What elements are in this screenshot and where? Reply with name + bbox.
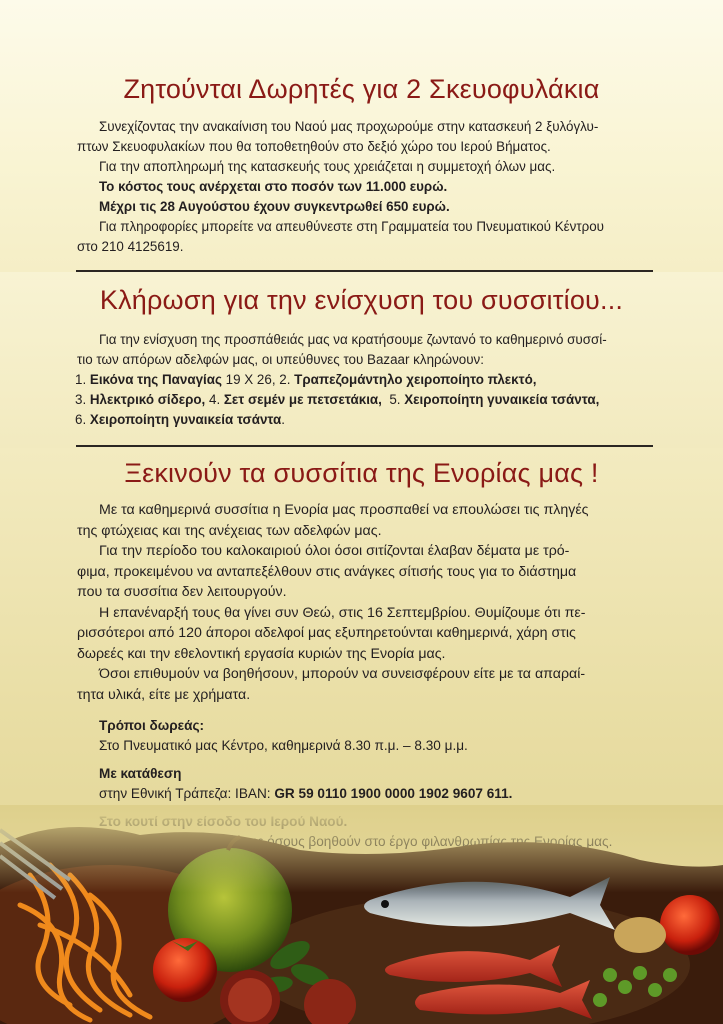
text-line: Όσοι επιθυμούν να βοηθήσουν, μπορούν να συνεισφέρουν είτε με τα απαραί- [99,666,586,682]
bank-label: στην Εθνική Τράπεζα: IBAN: [99,786,275,801]
phone-line: στο 210 4125619. [77,239,184,254]
food-collage-image [0,805,723,1024]
section2-title: Κλήρωση για την ενίσχυση του συσσιτίου... [99,285,624,315]
prize-number: 3. [75,392,90,407]
section1-text [77,117,654,257]
cost-line: Το κόστος τους ανέρχεται στο ποσόν των 11.000 ευρώ. [99,179,448,194]
prize-number: 5. [381,392,405,407]
iban-number: GR 59 0110 1900 0000 1902 9607 611. [274,786,513,801]
donation-detail: Στο Πνευματικό μας Κέντρο, καθημερινά 8.30 π.μ. – 8.30 μ.μ. [99,738,468,753]
prize-name: Σετ σεμέν με πετσετάκια, [223,392,382,407]
text-line: Με τα καθημερινά συσσίτια η Ενορία μας προσπαθεί να επουλώσει τις πληγές [99,502,589,518]
donation-detail [77,784,654,804]
text-line: τητα υλικά, είτε με χρήματα. [77,686,251,703]
prize-name: Ηλεκτρικό σίδερο, [89,392,206,407]
text-line: πτων Σκευοφυλακίων που θα τοποθετηθούν στο δεξιό χώρο του Ιερού Βήματος. [77,139,551,154]
text-line: που τα συσσίτια δεν λειτουργούν. [77,584,287,600]
divider-1 [76,270,653,272]
text-line: της φτώχειας και της ανέχειας των αδελφών μας. [77,522,382,539]
donation-heading: Με κατάθεση [99,766,182,781]
prize-name: Εικόνα της Παναγίας [89,372,222,387]
section3-title: Ξεκινούν τα συσσίτια της Ενορίας μας ! [124,458,599,488]
prize-text: . [281,412,285,427]
text-line: ρισσότεροι από 120 άποροι αδελφοί μας εξυπηρετούνται καθημερινά, χάρη στις [77,625,576,641]
text-line: Για την ενίσχυση της προσπάθειάς μας να κρατήσουμε ζωντανό το καθημερινό συσσί- [99,332,607,347]
prize-line [75,410,654,430]
text-line: Συνεχίζοντας την ανακαίνιση του Ναού μας προχωρούμε στην κατασκευή 2 ξυλόγλυ- [99,119,599,134]
prize-number: 4. [205,392,224,407]
prize-name: Χειροποίητη γυναικεία τσάντα [89,412,282,427]
text-line: Για πληροφορίες μπορείτε να απευθύνεστε στη Γραμματεία του Πνευματικού Κέντρου [99,219,604,234]
prize-number: 6. [75,412,90,427]
section3-text [77,500,654,705]
section1-title: Ζητούνται Δωρητές για 2 Σκευοφυλάκια [123,74,600,104]
text-line: Η επανέναρξή τους θα γίνει συν Θεώ, στις 16 Σεπτεμβρίου. Θυμίζουμε ότι πε- [99,604,586,621]
collected-line: Μέχρι τις 28 Αυγούστου έχουν συγκεντρωθεί 650 ευρώ. [99,199,450,214]
prize-name: Τραπεζομάντηλο χειροποίητο πλεκτό, [294,372,537,387]
divider-2 [76,445,653,447]
donation-heading: Τρόποι δωρεάς: [99,718,205,733]
text-line: φιμα, προκειμένου να ανταπεξέλθουν στις ανάγκες σίτισής τους για το διάστημα [77,563,577,580]
text-line: Για την περίοδο του καλοκαιριού όλοι όσοι σιτίζονται έλαβαν δέματα με τρό- [99,543,570,559]
text-line: Για την αποπληρωμή της κατασκευής τους χρειάζεται η συμμετοχή όλων μας. [99,159,556,174]
prize-line [75,390,654,410]
prize-name: Χειροποίητη γυναικεία τσάντα, [404,392,600,407]
section2-text [77,330,654,430]
prize-line [75,370,654,390]
text-line: δωρεές και την εθελοντική εργασία κυριών της Ενορία μας. [77,645,446,662]
text-line: τιο των απόρων αδελφών μας, οι υπεύθυνες του Bazaar κληρώνουν: [77,352,484,367]
prize-number: 1. [75,372,90,387]
prize-text: 19 Χ 26, 2. [221,372,295,387]
